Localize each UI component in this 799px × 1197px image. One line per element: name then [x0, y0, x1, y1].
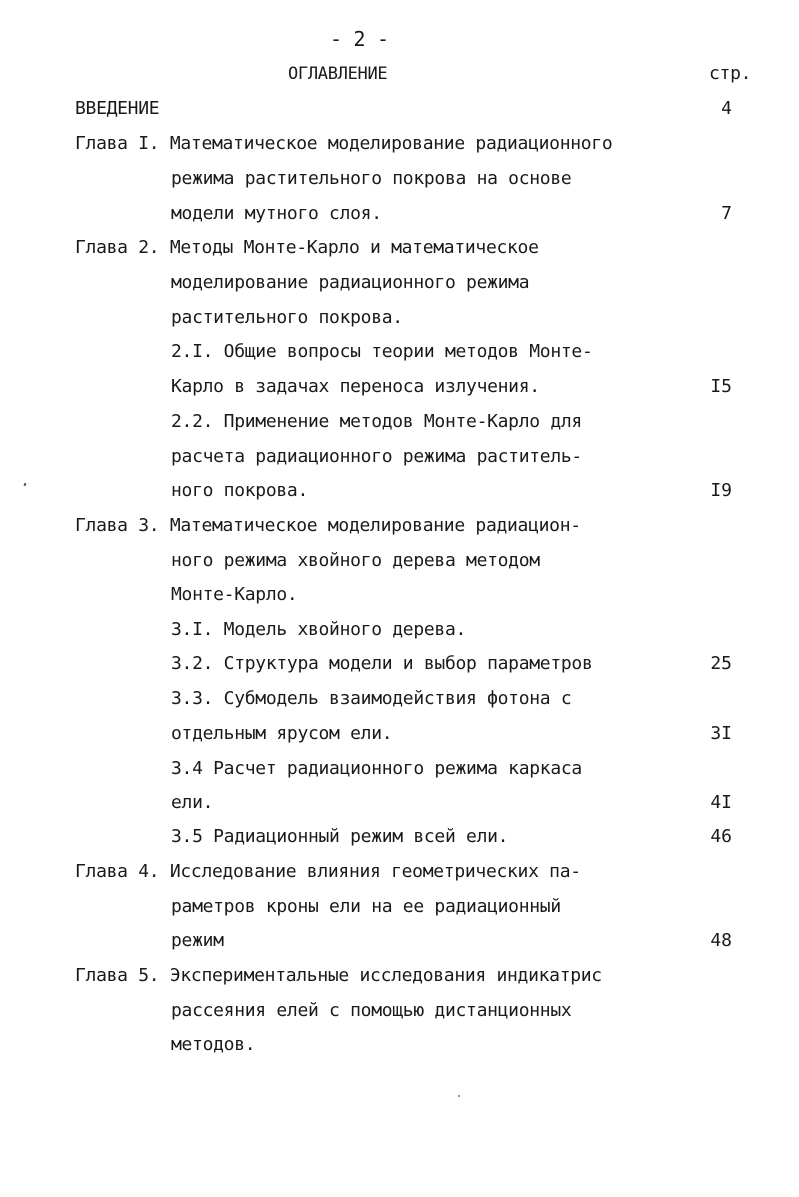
toc-line: растительного покрова. [171, 307, 403, 328]
toc-page-number: 25 [710, 653, 732, 674]
toc-line: 3.5 Радиационный режим всей ели. [171, 826, 509, 847]
toc-page-number: 3I [710, 723, 732, 744]
toc-line: методов. [171, 1034, 256, 1055]
toc-line: Монте-Карло. [171, 584, 298, 605]
toc-line: модели мутного слоя. [171, 203, 382, 224]
toc-line: 2.I. Общие вопросы теории методов Монте- [171, 341, 593, 362]
toc-line: 3.2. Структура модели и выбор параметров [171, 653, 593, 674]
page-number: - 2 - [330, 27, 389, 51]
toc-line: ного покрова. [171, 480, 308, 501]
toc-line: 3.3. Субмодель взаимодействия фотона с [171, 688, 572, 709]
toc-page-number: I9 [710, 480, 732, 501]
toc-line: 3.I. Модель хвойного дерева. [171, 619, 467, 640]
stray-ink-mark [24, 483, 27, 487]
page-column-label: стр. [709, 63, 752, 84]
toc-page-number: 4I [710, 792, 732, 813]
toc-line: ного режима хвойного дерева методом [171, 550, 540, 571]
toc-line: Глава I. Математическое моделирование радиационного [75, 133, 613, 154]
toc-line: Глава 5. Экспериментальные исследования индикатрис [75, 965, 602, 986]
toc-line: 2.2. Применение методов Монте-Карло для [171, 411, 582, 432]
toc-line: отдельным ярусом ели. [171, 723, 393, 744]
toc-page-number: I5 [710, 376, 732, 397]
toc-line: Глава 4. Исследование влияния геометрических па- [75, 861, 581, 882]
stray-ink-dot [458, 1095, 460, 1097]
toc-line: расчета радиационного режима раститель- [171, 446, 582, 467]
toc-line: раметров кроны ели на ее радиационный [171, 896, 561, 917]
toc-line: Глава 2. Методы Монте-Карло и математическое [75, 237, 539, 258]
toc-line: ВВЕДЕНИЕ [75, 98, 160, 119]
toc-page-number: 48 [710, 930, 732, 951]
toc-line: рассеяния елей с помощью дистанционных [171, 1000, 572, 1021]
toc-line: Глава 3. Математическое моделирование радиацион- [75, 515, 581, 536]
toc-line: 3.4 Расчет радиационного режима каркаса [171, 758, 582, 779]
toc-line: режима растительного покрова на основе [171, 168, 572, 189]
toc-line: ели. [171, 792, 214, 813]
toc-line: режим [171, 930, 224, 951]
toc-line: моделирование радиационного режима [171, 272, 530, 293]
toc-page-number: 4 [721, 98, 732, 119]
toc-page-number: 7 [721, 203, 732, 224]
toc-title: ОГЛАВЛЕНИЕ [288, 64, 388, 84]
toc-page-number: 46 [710, 826, 732, 847]
toc-line: Карло в задачах переноса излучения. [171, 376, 540, 397]
